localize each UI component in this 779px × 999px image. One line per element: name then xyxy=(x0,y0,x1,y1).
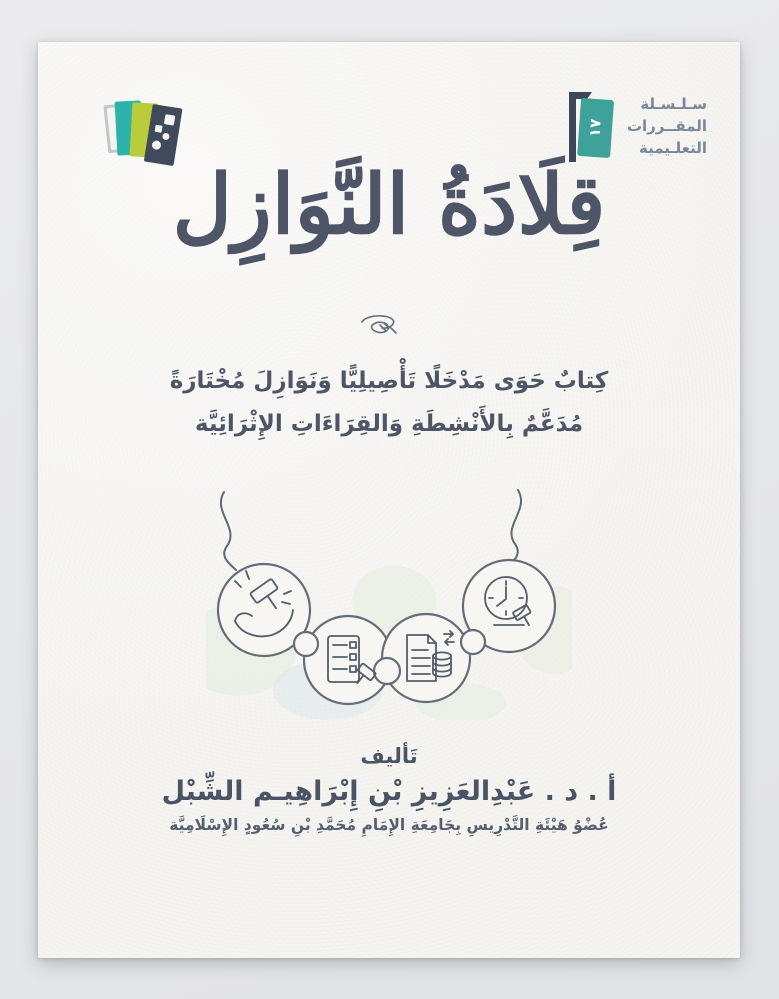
necklace-string-right xyxy=(506,490,521,568)
series-number: ١٧ xyxy=(585,118,605,138)
necklace-bead-2 xyxy=(374,658,400,684)
series-badge-text xyxy=(627,94,707,159)
calligrapher-signature-ornament-icon xyxy=(356,310,402,340)
subtitle-line-2: مُدَعَّمٌ بِالأَنْشِطَةِ وَالقِرَاءَاتِ الإِثْرَائِيَّة xyxy=(194,410,584,437)
subtitle-line-1: كِتابٌ حَوَى مَدْخَلًا تَأْصِيلِيًّا وَنَوَازِلَ مُخْتَارَةً xyxy=(169,368,609,394)
byline-label: تَأليف xyxy=(360,744,418,768)
necklace-illustration xyxy=(206,488,572,720)
necklace-string-left xyxy=(221,492,236,570)
book-icon xyxy=(566,89,618,165)
subtitle xyxy=(79,360,699,445)
book-title: قِلَادَةُ النَّوَازِل xyxy=(172,157,606,253)
author-affiliation: عُضْوُ هَيْئَةِ التَّدْرِيسِ بِجَامِعَةِ الإِمَامِ مُحَمَّدِ بْنِ سُعُودٍ الإِسْلَامِيَّة xyxy=(169,816,609,834)
necklace-bead-3 xyxy=(461,630,485,654)
necklace-bead-1 xyxy=(294,632,318,656)
author-name: أ . د . عَبْدِالعَزِيزِ بْنِ إِبْرَاهِيـم الشِّبْل xyxy=(161,776,617,807)
series-line-2: المقــررات xyxy=(626,117,707,136)
author-block xyxy=(79,744,699,834)
series-badge xyxy=(535,86,707,168)
book-cover xyxy=(38,42,740,958)
series-line-1: سـلـسـلة xyxy=(640,95,707,114)
series-line-3: التعلـيمية xyxy=(638,138,707,157)
